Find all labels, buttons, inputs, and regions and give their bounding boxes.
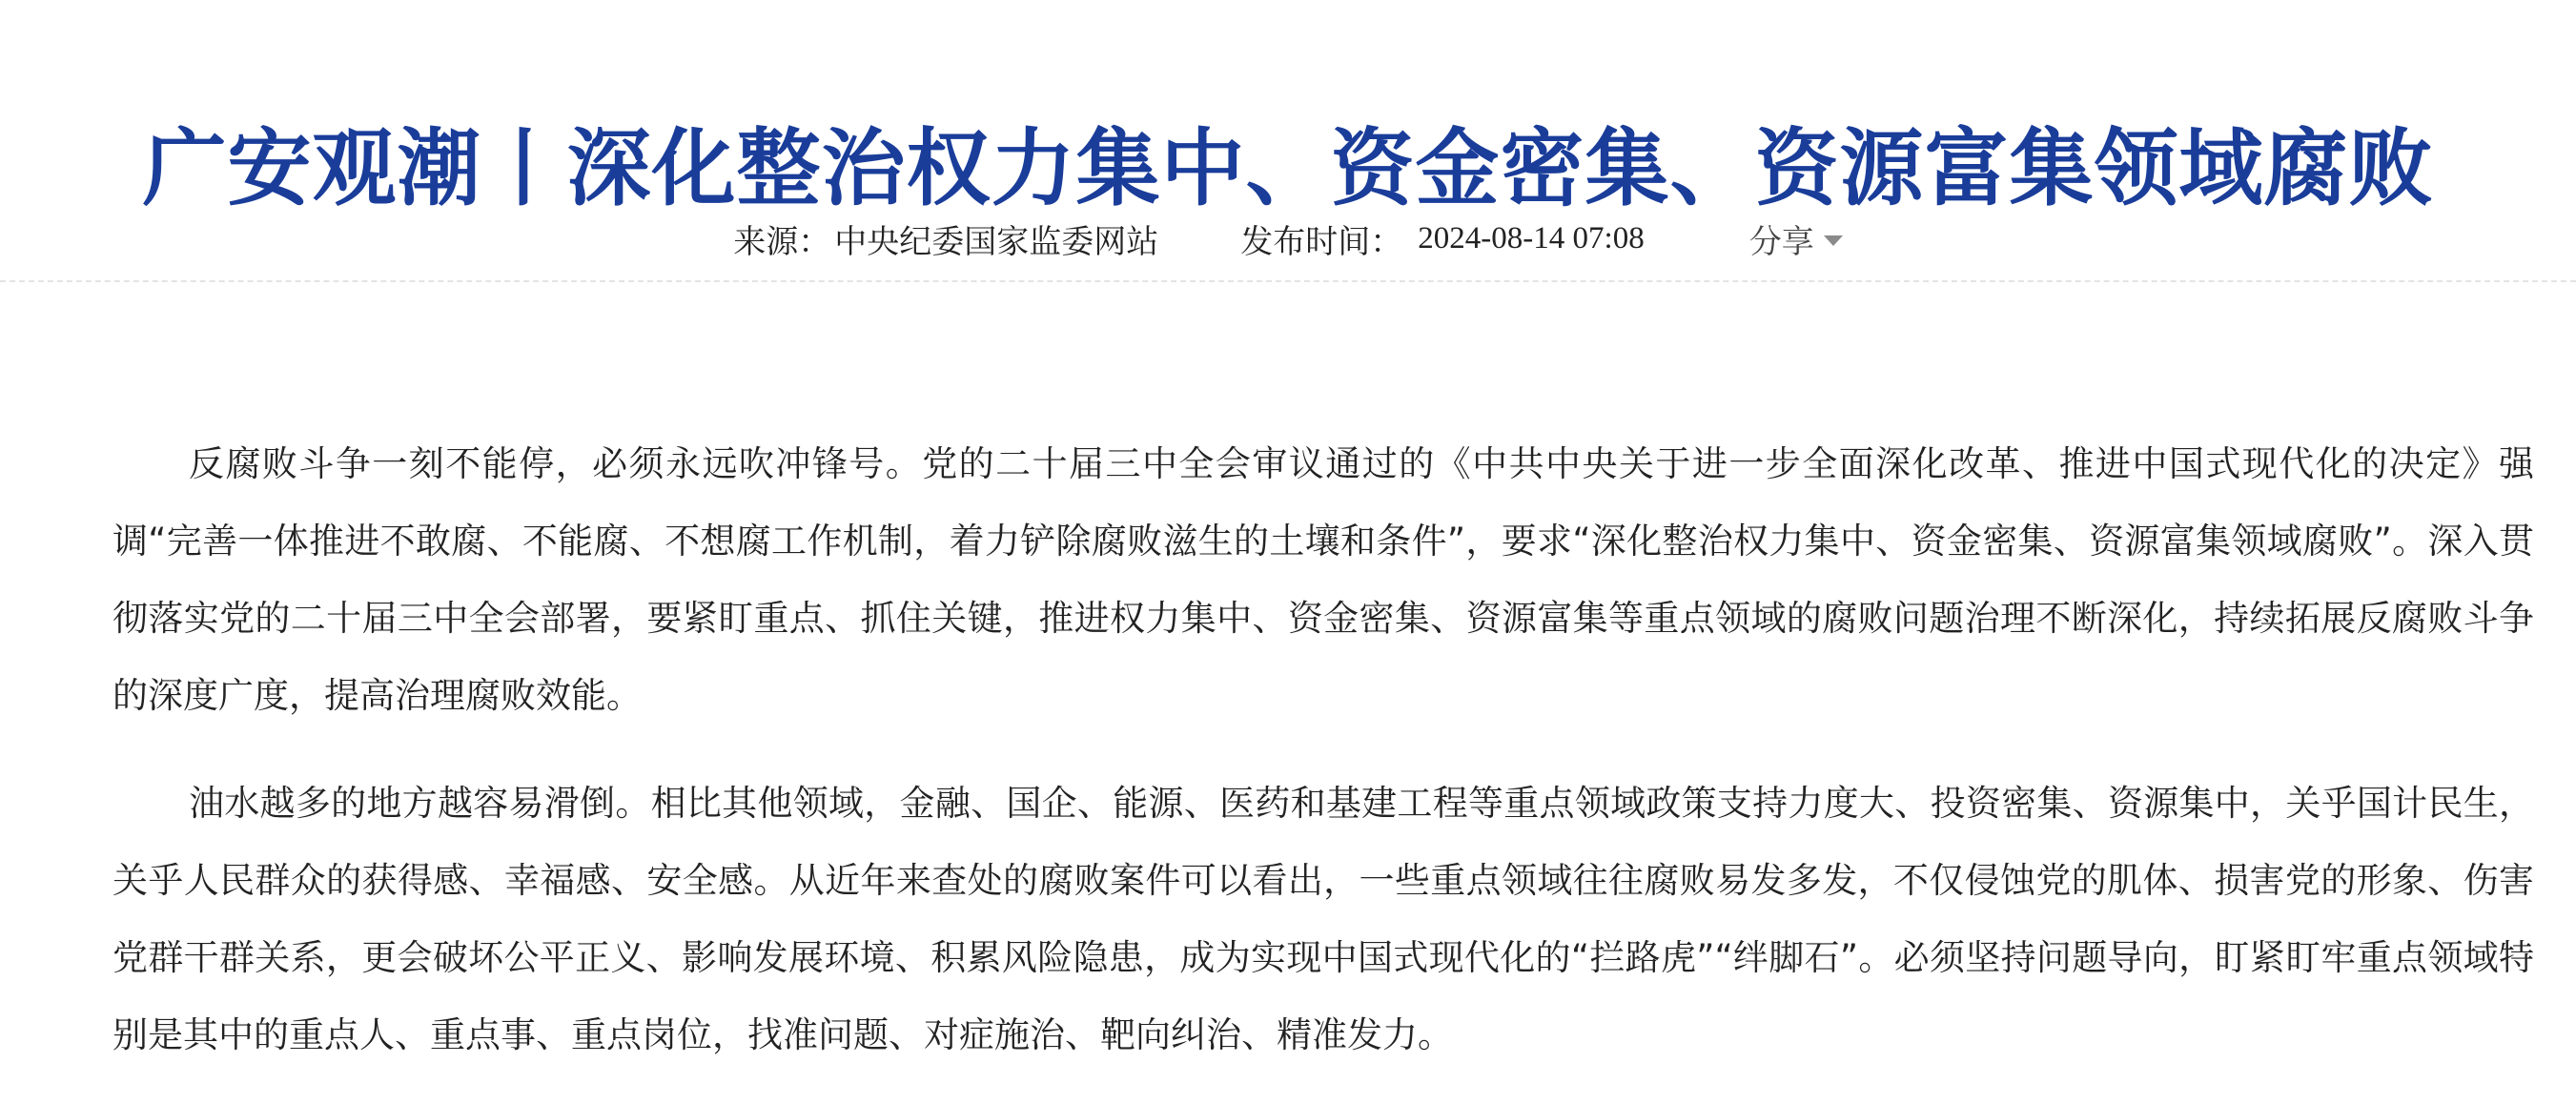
share-label: 分享	[1748, 222, 1814, 261]
article-paragraph: 油水越多的地方越容易滑倒。相比其他领域，金融、国企、能源、医药和基建工程等重点领域政策支持力度大、投资密集、资源集中，关乎国计民生，关乎人民群众的获得感、幸福感、安全感。从近年来查处的腐败案件可以看出，一些重点领域往往腐败易发多发，不仅侵蚀党的肌体、损害党的形象、伤害党群干群关系，更会破坏公平正义、影响发展环境、积累风险隐患，成为实现中国式现代化的“拦路虎”“绊脚石”。必须坚持问题导向，盯紧盯牢重点领域特别是其中的重点人、重点事、重点岗位，找准问题、对症施治、靶向纠治、精准发力。	[112, 783, 2534, 1055]
source-value: 中央纪委国家监委网站	[834, 222, 1159, 261]
caret-down-icon	[1824, 235, 1843, 246]
publish-date-label: 发布时间：	[1240, 222, 1403, 261]
article-header	[0, 0, 2576, 282]
article-title: 广安观潮丨深化整治权力集中、资金密集、资源富集领域腐败	[142, 117, 2434, 217]
publish-date	[1240, 215, 1644, 262]
article-meta	[0, 212, 2576, 265]
source-label: 来源：	[733, 222, 831, 261]
publish-date-value: 2024-08-14 07:08	[1418, 220, 1645, 256]
article-paragraph: 反腐败斗争一刻不能停，必须永远吹冲锋号。党的二十届三中全会审议通过的《中共中央关于进一步全面深化改革、推进中国式现代化的决定》强调“完善一体推进不敢腐、不能腐、不想腐工作机制，着力铲除腐败滋生的土壤和条件”，要求“深化整治权力集中、资金密集、资源富集领域腐败”。深入贯彻落实党的二十届三中全会部署，要紧盯重点、抓住关键，推进权力集中、资金密集、资源富集等重点领域的腐败问题治理不断深化，持续拓展反腐败斗争的深度广度，提高治理腐败效能。	[112, 443, 2534, 716]
article-body	[112, 425, 2534, 1104]
share-button[interactable]	[1749, 215, 1843, 262]
